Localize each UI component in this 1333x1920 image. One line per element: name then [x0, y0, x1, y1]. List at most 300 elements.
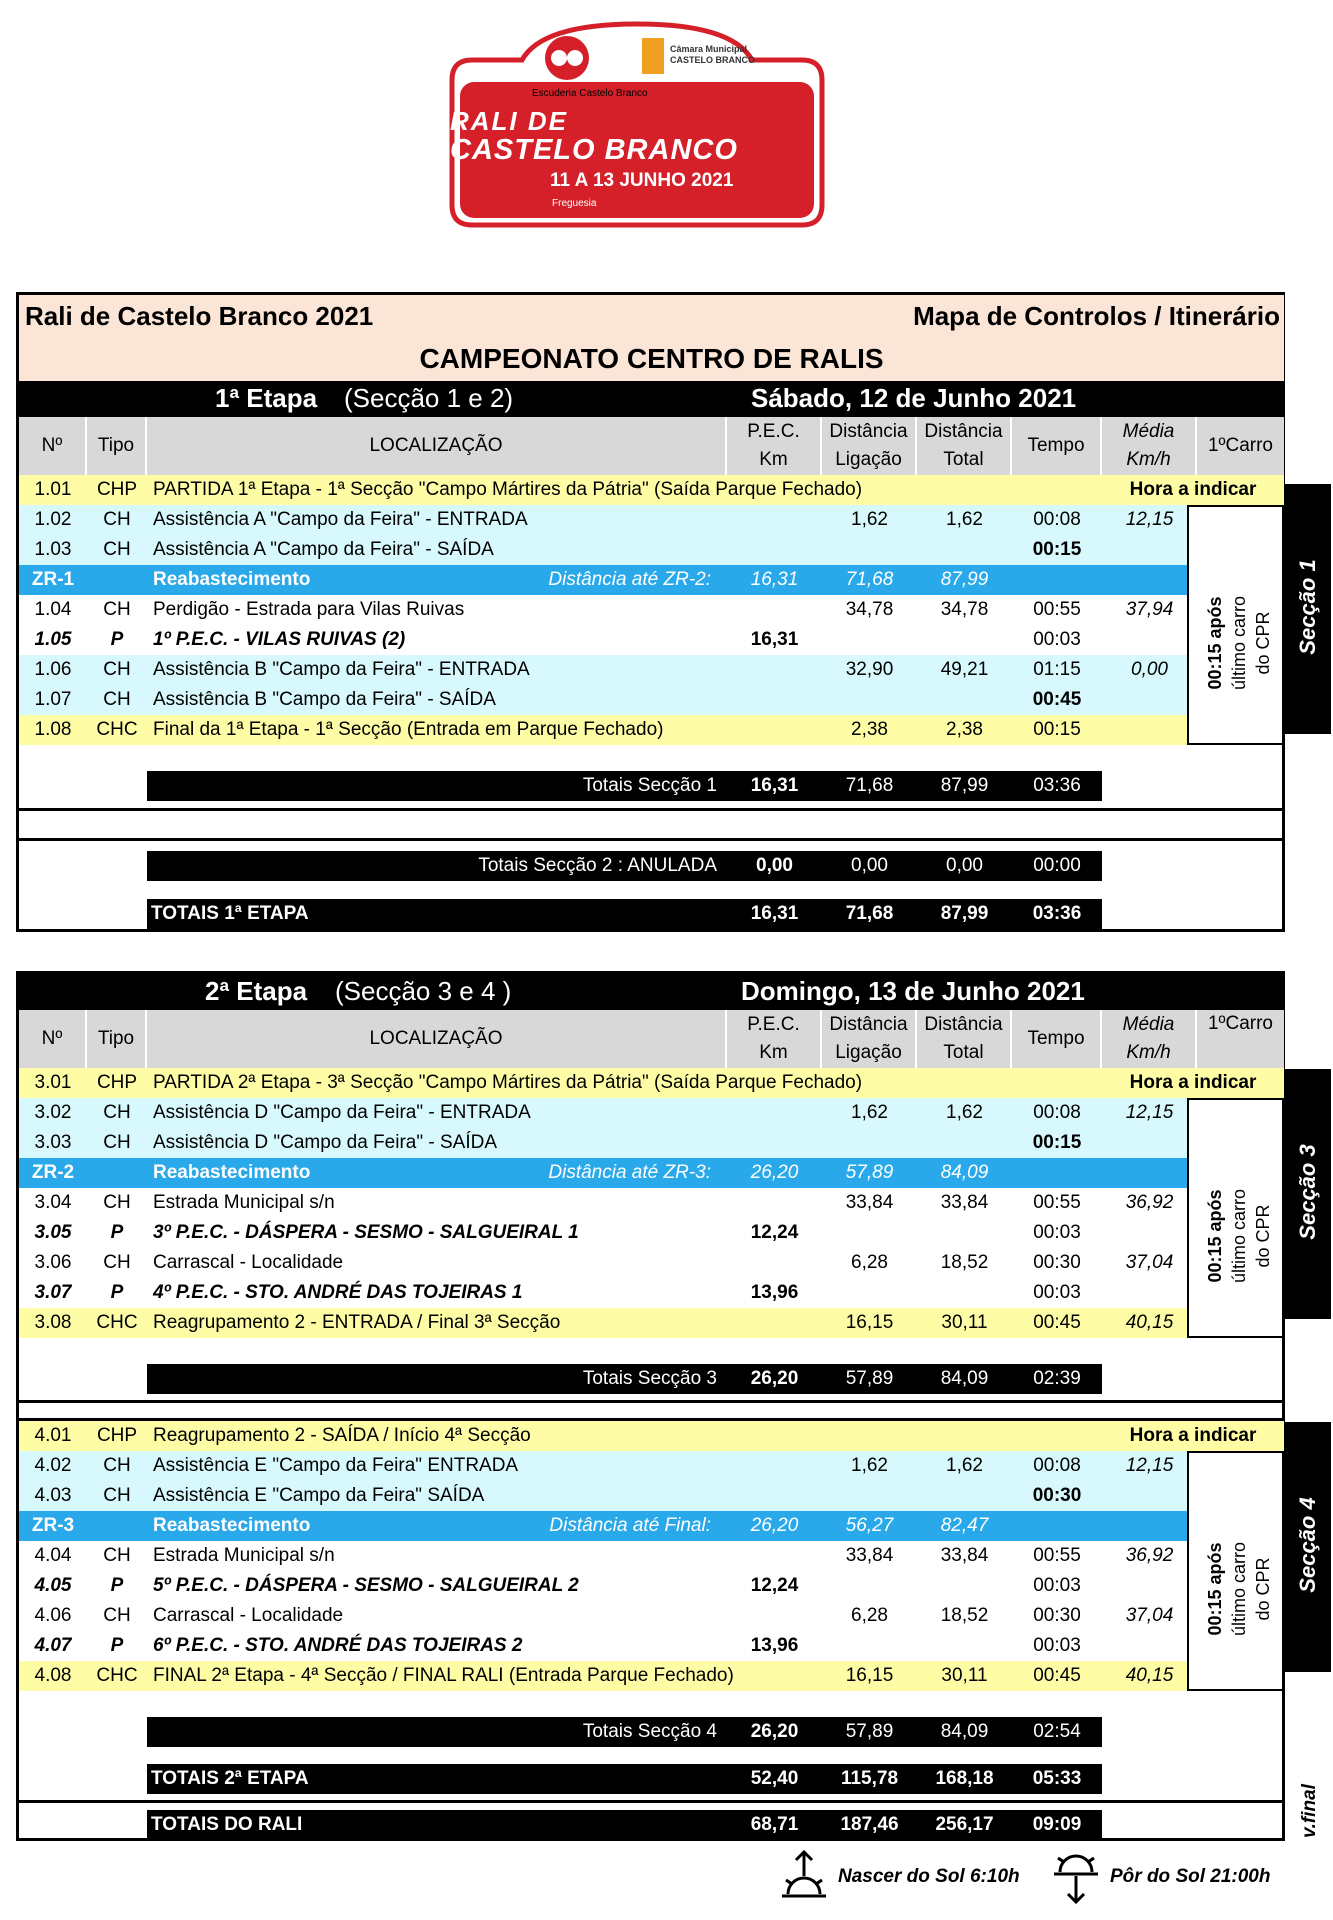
header-med-2: Km/h	[1126, 1042, 1171, 1063]
logo-sponsor: Freguesia	[552, 198, 597, 209]
seccao1-label: Secção 1	[1295, 559, 1320, 655]
seccao1-tab	[1285, 484, 1331, 734]
seccao4-note-box	[1187, 1451, 1284, 1691]
row-location: 3º P.E.C. - DÁSPERA - SESMO - SALGUEIRAL 1	[153, 1222, 579, 1243]
totals-pec: 0,00	[756, 855, 793, 876]
totais-s4-row	[147, 1717, 1102, 1747]
row-distance-link: 16,15	[845, 1312, 894, 1333]
totals-time: 03:36	[1032, 903, 1082, 924]
row-pec-km	[727, 715, 822, 745]
row-average	[1102, 1631, 1197, 1661]
row-distance-link: 2,38	[851, 719, 888, 740]
row-distance-link: 71,68	[845, 569, 894, 590]
header-lig-2: Ligação	[835, 449, 902, 470]
row-average: 37,04	[1125, 1605, 1174, 1626]
totals-label: TOTAIS 2ª ETAPA	[151, 1768, 309, 1789]
table-row	[19, 1248, 1284, 1278]
row-distance-total	[917, 1068, 1012, 1098]
row-time: 00:08	[1033, 509, 1081, 530]
row-pec-km: 16,31	[750, 569, 799, 590]
header-med	[1102, 1010, 1197, 1068]
row-pec-km: 26,20	[750, 1162, 799, 1183]
row-type: CHC	[96, 1312, 138, 1333]
header-lig	[822, 1010, 917, 1068]
row-time: 00:15	[1032, 539, 1082, 560]
header-med-1: Média	[1122, 421, 1175, 442]
row-pec-km	[727, 1098, 822, 1128]
row-time	[1012, 475, 1102, 505]
header-tot	[917, 1010, 1012, 1068]
etapa1-note-box	[1187, 505, 1284, 745]
row-distance-link	[822, 1421, 917, 1451]
seccao3-note-l3: do CPR	[1253, 1204, 1273, 1268]
totais-etapa2-row	[147, 1764, 1102, 1794]
row-time: 00:03	[1033, 1635, 1081, 1656]
row-distance-total	[917, 625, 1012, 655]
row-number: ZR-3	[31, 1515, 75, 1536]
header-tot-1: Distância	[924, 421, 1003, 442]
divider	[19, 1800, 1284, 1803]
row-distance-link	[822, 535, 917, 565]
table-row	[19, 595, 1284, 625]
row-distance-link: 33,84	[845, 1545, 894, 1566]
row-number: 1.01	[34, 479, 72, 500]
row-average	[1102, 1278, 1197, 1308]
totals-total: 87,99	[940, 903, 989, 924]
row-distance-total: 30,11	[941, 1665, 988, 1686]
row-average: 40,15	[1125, 1312, 1174, 1333]
table-row	[19, 1511, 1284, 1541]
totals-label: Totais Secção 1	[582, 775, 717, 796]
row-distance-total	[917, 1421, 1012, 1451]
etapa1-bar	[19, 381, 1284, 417]
row-number: 3.04	[34, 1192, 72, 1213]
row-distance-total: 34,78	[940, 599, 989, 620]
row-distance-link: 57,89	[845, 1162, 894, 1183]
hour-to-indicate: Hora a indicar	[1102, 1068, 1284, 1098]
header-tempo: Tempo	[1012, 417, 1102, 475]
divider	[19, 808, 1284, 811]
row-type: CH	[103, 1102, 131, 1123]
totals-total: 0,00	[946, 855, 983, 876]
table-row	[19, 1541, 1284, 1571]
row-average	[1102, 685, 1197, 715]
row-pec-km	[727, 1481, 822, 1511]
row-average	[1102, 535, 1197, 565]
row-number: 4.04	[34, 1545, 72, 1566]
totals-time: 02:54	[1033, 1721, 1081, 1742]
row-distance-link	[822, 1571, 917, 1601]
seccao3-label: Secção 3	[1295, 1144, 1320, 1240]
row-location: Estrada Municipal s/n	[153, 1192, 335, 1213]
row-distance-link	[822, 685, 917, 715]
header-pec-2: Km	[759, 449, 788, 470]
row-number: 1.06	[34, 659, 72, 680]
row-distance-total	[917, 1128, 1012, 1158]
row-type: CH	[103, 659, 131, 680]
totals-link: 187,46	[840, 1814, 899, 1835]
seccao4-rows	[19, 1421, 1284, 1691]
row-pec-km	[727, 1421, 822, 1451]
table-row	[19, 1631, 1284, 1661]
seccao3-tab	[1285, 1069, 1331, 1319]
etapa1-date: Sábado, 12 de Junho 2021	[751, 383, 1077, 413]
row-type: CHP	[96, 1425, 138, 1446]
row-time: 00:30	[1033, 1252, 1081, 1273]
row-time	[1012, 1068, 1102, 1098]
row-distance-total: 30,11	[941, 1312, 988, 1333]
etapa2-bar	[19, 974, 1284, 1010]
row-pec-km	[727, 1068, 822, 1098]
row-distance-link: 1,62	[851, 1102, 888, 1123]
header-tot	[917, 417, 1012, 475]
row-number: 3.02	[34, 1102, 72, 1123]
row-pec-km	[727, 1248, 822, 1278]
row-location: 4º P.E.C. - STO. ANDRÉ DAS TOJEIRAS 1	[153, 1282, 523, 1303]
row-number: 1.08	[34, 719, 72, 740]
divider	[19, 838, 1284, 841]
row-time: 00:55	[1033, 1192, 1081, 1213]
totals-time: 02:39	[1033, 1368, 1081, 1389]
row-number: 1.03	[34, 539, 72, 560]
row-time	[1012, 1511, 1102, 1541]
row-distance-link	[822, 1128, 917, 1158]
header-med-2: Km/h	[1126, 449, 1171, 470]
row-distance-total	[917, 535, 1012, 565]
hour-to-indicate: Hora a indicar	[1102, 1421, 1284, 1451]
row-average	[1102, 715, 1197, 745]
row-pec-km	[727, 1601, 822, 1631]
row-type: CHP	[96, 1072, 138, 1093]
row-location: 5º P.E.C. - DÁSPERA - SESMO - SALGUEIRAL 2	[153, 1575, 579, 1596]
row-distance-total	[917, 1481, 1012, 1511]
row-pec-km	[727, 475, 822, 505]
municipality-name: Câmara Municipal CASTELO BRANCO	[670, 44, 755, 65]
hour-to-indicate: Hora a indicar	[1102, 475, 1284, 505]
row-pec-km	[727, 1308, 822, 1338]
row-average	[1102, 1511, 1197, 1541]
row-pec-km	[727, 685, 822, 715]
header-med	[1102, 417, 1197, 475]
row-average	[1102, 1218, 1197, 1248]
seccao4-note-l3: do CPR	[1253, 1557, 1273, 1621]
row-type: P	[110, 1222, 124, 1243]
row-type: CH	[103, 689, 131, 710]
doc-title-left: Rali de Castelo Branco 2021	[25, 301, 374, 331]
seccao4-label: Secção 4	[1295, 1497, 1320, 1593]
seccao3-note-l1: 00:15 após	[1205, 1189, 1225, 1283]
row-distance-total: 82,47	[940, 1515, 989, 1536]
row-type	[87, 565, 147, 595]
row-distance-link	[822, 1481, 917, 1511]
etapa1-note-l2: último carro	[1229, 595, 1249, 691]
totals-link: 57,89	[845, 1368, 894, 1389]
row-distance-link	[822, 475, 917, 505]
row-distance-link	[822, 625, 917, 655]
totals-link: 57,89	[845, 1721, 894, 1742]
row-distance-link: 34,78	[845, 599, 894, 620]
totals-label: Totais Secção 4	[582, 1721, 717, 1742]
row-pec-km	[727, 1541, 822, 1571]
row-location: Estrada Municipal s/n	[153, 1545, 335, 1566]
table-row	[19, 1158, 1284, 1188]
table-row	[19, 535, 1284, 565]
table-row	[19, 1278, 1284, 1308]
row-time: 00:08	[1033, 1455, 1081, 1476]
header-car: 1ºCarro	[1207, 1013, 1273, 1034]
row-distance-total: 84,09	[940, 1162, 989, 1183]
row-average: 40,15	[1125, 1665, 1174, 1686]
row-time	[1012, 1158, 1102, 1188]
row-distance-link: 1,62	[851, 1455, 888, 1476]
totais-s3-row	[147, 1364, 1102, 1394]
row-distance-total: 18,52	[940, 1605, 989, 1626]
row-pec-km	[727, 535, 822, 565]
etapa2-date: Domingo, 13 de Junho 2021	[741, 976, 1085, 1006]
row-type: CH	[103, 1605, 131, 1626]
row-time: 00:30	[1033, 1605, 1081, 1626]
row-distance-total	[917, 1631, 1012, 1661]
row-type: CH	[103, 1192, 131, 1213]
totais-etapa1-row	[147, 899, 1102, 929]
row-time: 00:55	[1033, 599, 1081, 620]
row-location: Assistência B "Campo da Feira" - ENTRADA	[153, 659, 530, 680]
table-row	[19, 685, 1284, 715]
row-type: CHC	[96, 1665, 138, 1686]
etapa1-frame	[16, 292, 1285, 932]
header-loc: LOCALIZAÇÃO	[147, 1010, 727, 1068]
row-distance-link	[822, 1068, 917, 1098]
row-type	[87, 1511, 147, 1541]
championship-title: CAMPEONATO CENTRO DE RALIS	[419, 343, 884, 374]
row-number: 1.04	[34, 599, 72, 620]
row-distance-link: 33,84	[845, 1192, 894, 1213]
row-pec-km	[727, 1451, 822, 1481]
row-average: 37,94	[1125, 599, 1174, 620]
row-location: 6º P.E.C. - STO. ANDRÉ DAS TOJEIRAS 2	[153, 1635, 523, 1656]
logo-line2: CASTELO BRANCO	[450, 134, 738, 166]
row-type: P	[110, 1282, 124, 1303]
row-number: 3.01	[34, 1072, 72, 1093]
row-time	[1012, 565, 1102, 595]
row-average: 37,04	[1125, 1252, 1174, 1273]
row-distance-total: 49,21	[940, 659, 989, 680]
etapa2-frame	[16, 971, 1285, 1841]
row-location: Reabastecimento	[153, 569, 311, 590]
row-pec-km: 26,20	[750, 1515, 799, 1536]
column-header	[19, 417, 1284, 475]
header-med-1: Média	[1122, 1014, 1175, 1035]
totals-pec: 26,20	[750, 1721, 799, 1742]
header-pec	[727, 417, 822, 475]
row-pec-km	[727, 595, 822, 625]
row-type: CH	[103, 1132, 131, 1153]
header-pec-2: Km	[759, 1042, 788, 1063]
row-type: P	[110, 1635, 124, 1656]
row-distance-link	[822, 1631, 917, 1661]
table-row	[19, 1661, 1284, 1691]
etapa1-rows	[19, 475, 1284, 745]
sunset-icon	[1054, 1850, 1098, 1904]
row-time: 00:45	[1033, 1665, 1081, 1686]
row-distance-link: 1,62	[851, 509, 888, 530]
row-number: 3.08	[34, 1312, 72, 1333]
totals-pec: 26,20	[750, 1368, 799, 1389]
row-average: 36,92	[1125, 1545, 1174, 1566]
row-location: Assistência E "Campo da Feira" SAÍDA	[153, 1485, 485, 1506]
rally-logo	[432, 20, 842, 230]
row-location: 1º P.E.C. - VILAS RUIVAS (2)	[153, 629, 406, 650]
column-header	[19, 1010, 1284, 1068]
row-distance-total	[917, 1218, 1012, 1248]
etapa2-sections: (Secção 3 e 4 )	[335, 976, 512, 1006]
row-number: 4.06	[34, 1605, 72, 1626]
totals-link: 0,00	[851, 855, 888, 876]
row-time: 01:15	[1033, 659, 1081, 680]
row-distance-link: 56,27	[845, 1515, 894, 1536]
header-lig	[822, 417, 917, 475]
row-distance-link: 16,15	[845, 1665, 894, 1686]
totals-time: 09:09	[1032, 1814, 1082, 1835]
title-block	[19, 295, 1284, 381]
row-distance-total: 18,52	[940, 1252, 989, 1273]
row-number: 4.03	[34, 1485, 72, 1506]
logo-dates: 11 A 13 JUNHO 2021	[550, 170, 734, 191]
totals-pec: 52,40	[750, 1768, 799, 1789]
table-row	[19, 1128, 1284, 1158]
row-type	[87, 1158, 147, 1188]
row-average	[1102, 565, 1197, 595]
row-pec-km	[727, 1128, 822, 1158]
row-distance-link	[822, 1218, 917, 1248]
row-number: 1.07	[34, 689, 72, 710]
row-time: 00:15	[1033, 719, 1081, 740]
row-pec-km	[727, 1661, 822, 1691]
row-pec-km	[727, 505, 822, 535]
row-type: CHC	[96, 719, 138, 740]
row-distance-total: 1,62	[946, 1455, 983, 1476]
row-location: Assistência E "Campo da Feira" ENTRADA	[153, 1455, 519, 1476]
totals-time: 00:00	[1033, 855, 1081, 876]
row-number: 4.05	[34, 1575, 72, 1596]
row-location: Perdigão - Estrada para Vilas Ruivas	[153, 599, 465, 620]
header-lig-1: Distância	[829, 421, 908, 442]
totais-s2-row	[147, 851, 1102, 881]
table-row	[19, 1188, 1284, 1218]
row-average	[1102, 625, 1197, 655]
table-row	[19, 1068, 1284, 1098]
row-type: CHP	[96, 479, 138, 500]
row-type: P	[110, 629, 124, 650]
row-type: CH	[103, 1252, 131, 1273]
zr-distance-label: Distância até ZR-3:	[548, 1162, 711, 1183]
row-number: 4.02	[34, 1455, 72, 1476]
table-row	[19, 1421, 1284, 1451]
row-pec-km: 12,24	[750, 1575, 799, 1596]
header-tempo: Tempo	[1012, 1010, 1102, 1068]
row-average	[1102, 1481, 1197, 1511]
row-time: 00:03	[1033, 1282, 1081, 1303]
row-distance-total: 1,62	[946, 1102, 983, 1123]
row-type: CH	[103, 599, 131, 620]
row-time: 00:45	[1032, 689, 1082, 710]
sunset-text: Pôr do Sol 21:00h	[1110, 1866, 1271, 1887]
row-type: P	[110, 1575, 124, 1596]
totals-total: 84,09	[940, 1368, 989, 1389]
row-distance-total: 33,84	[940, 1192, 989, 1213]
header-pec	[727, 1010, 822, 1068]
header-lig-1: Distância	[829, 1014, 908, 1035]
row-location: Assistência D "Campo da Feira" - SAÍDA	[153, 1132, 497, 1153]
totals-time: 03:36	[1033, 775, 1081, 796]
row-distance-total: 87,99	[940, 569, 989, 590]
totals-label: TOTAIS DO RALI	[151, 1814, 303, 1835]
row-distance-link: 6,28	[851, 1252, 888, 1273]
row-location: Carrascal - Localidade	[153, 1605, 344, 1626]
row-number: 4.01	[34, 1425, 72, 1446]
row-distance-total: 1,62	[946, 509, 983, 530]
table-row	[19, 1218, 1284, 1248]
totals-total: 256,17	[935, 1814, 994, 1835]
seccao3-note-l2: último carro	[1229, 1188, 1249, 1284]
header-tipo: Tipo	[87, 417, 147, 475]
row-type: CH	[103, 509, 131, 530]
row-location: Reabastecimento	[153, 1515, 311, 1536]
etapa1-title: 1ª Etapa	[215, 383, 318, 413]
header-tot-2: Total	[943, 1042, 984, 1063]
header-tot-2: Total	[943, 449, 984, 470]
etapa1-sections: (Secção 1 e 2)	[344, 383, 514, 413]
row-location: Assistência B "Campo da Feira" - SAÍDA	[153, 689, 496, 710]
header-num: Nº	[19, 417, 87, 475]
sunrise-icon	[782, 1850, 826, 1904]
seccao4-note-l2: último carro	[1229, 1541, 1249, 1637]
table-row	[19, 1451, 1284, 1481]
row-average	[1102, 1571, 1197, 1601]
seccao4-note	[1203, 1469, 1275, 1709]
header-car: 1ºCarro	[1207, 435, 1273, 456]
table-row	[19, 1601, 1284, 1631]
row-time: 00:15	[1032, 1132, 1082, 1153]
etapa2-title: 2ª Etapa	[205, 976, 308, 1006]
row-location: Reagrupamento 2 - SAÍDA / Início 4ª Secção	[153, 1425, 531, 1446]
row-average	[1102, 1158, 1197, 1188]
row-time: 00:08	[1033, 1102, 1081, 1123]
row-location: Reagrupamento 2 - ENTRADA / Final 3ª Secção	[153, 1312, 561, 1333]
table-row	[19, 1308, 1284, 1338]
header-pec-1: P.E.C.	[747, 1014, 800, 1035]
row-average	[1102, 1128, 1197, 1158]
row-distance-link	[822, 1278, 917, 1308]
totals-link: 71,68	[845, 775, 894, 796]
row-location: Reabastecimento	[153, 1162, 311, 1183]
totals-link: 71,68	[845, 903, 894, 924]
table-row	[19, 715, 1284, 745]
row-number: 4.08	[34, 1665, 72, 1686]
totals-pec: 68,71	[750, 1814, 799, 1835]
table-row	[19, 1481, 1284, 1511]
totals-link: 115,78	[840, 1768, 899, 1789]
totals-time: 05:33	[1032, 1768, 1082, 1789]
row-number: 1.05	[34, 629, 72, 650]
totals-label: Totais Secção 2 : ANULADA	[478, 855, 717, 876]
row-distance-total: 2,38	[946, 719, 983, 740]
row-distance-total	[917, 685, 1012, 715]
row-distance-total	[917, 1571, 1012, 1601]
doc-title-right: Mapa de Controlos / Itinerário	[913, 301, 1280, 331]
table-row	[19, 1571, 1284, 1601]
row-distance-total: 33,84	[940, 1545, 989, 1566]
